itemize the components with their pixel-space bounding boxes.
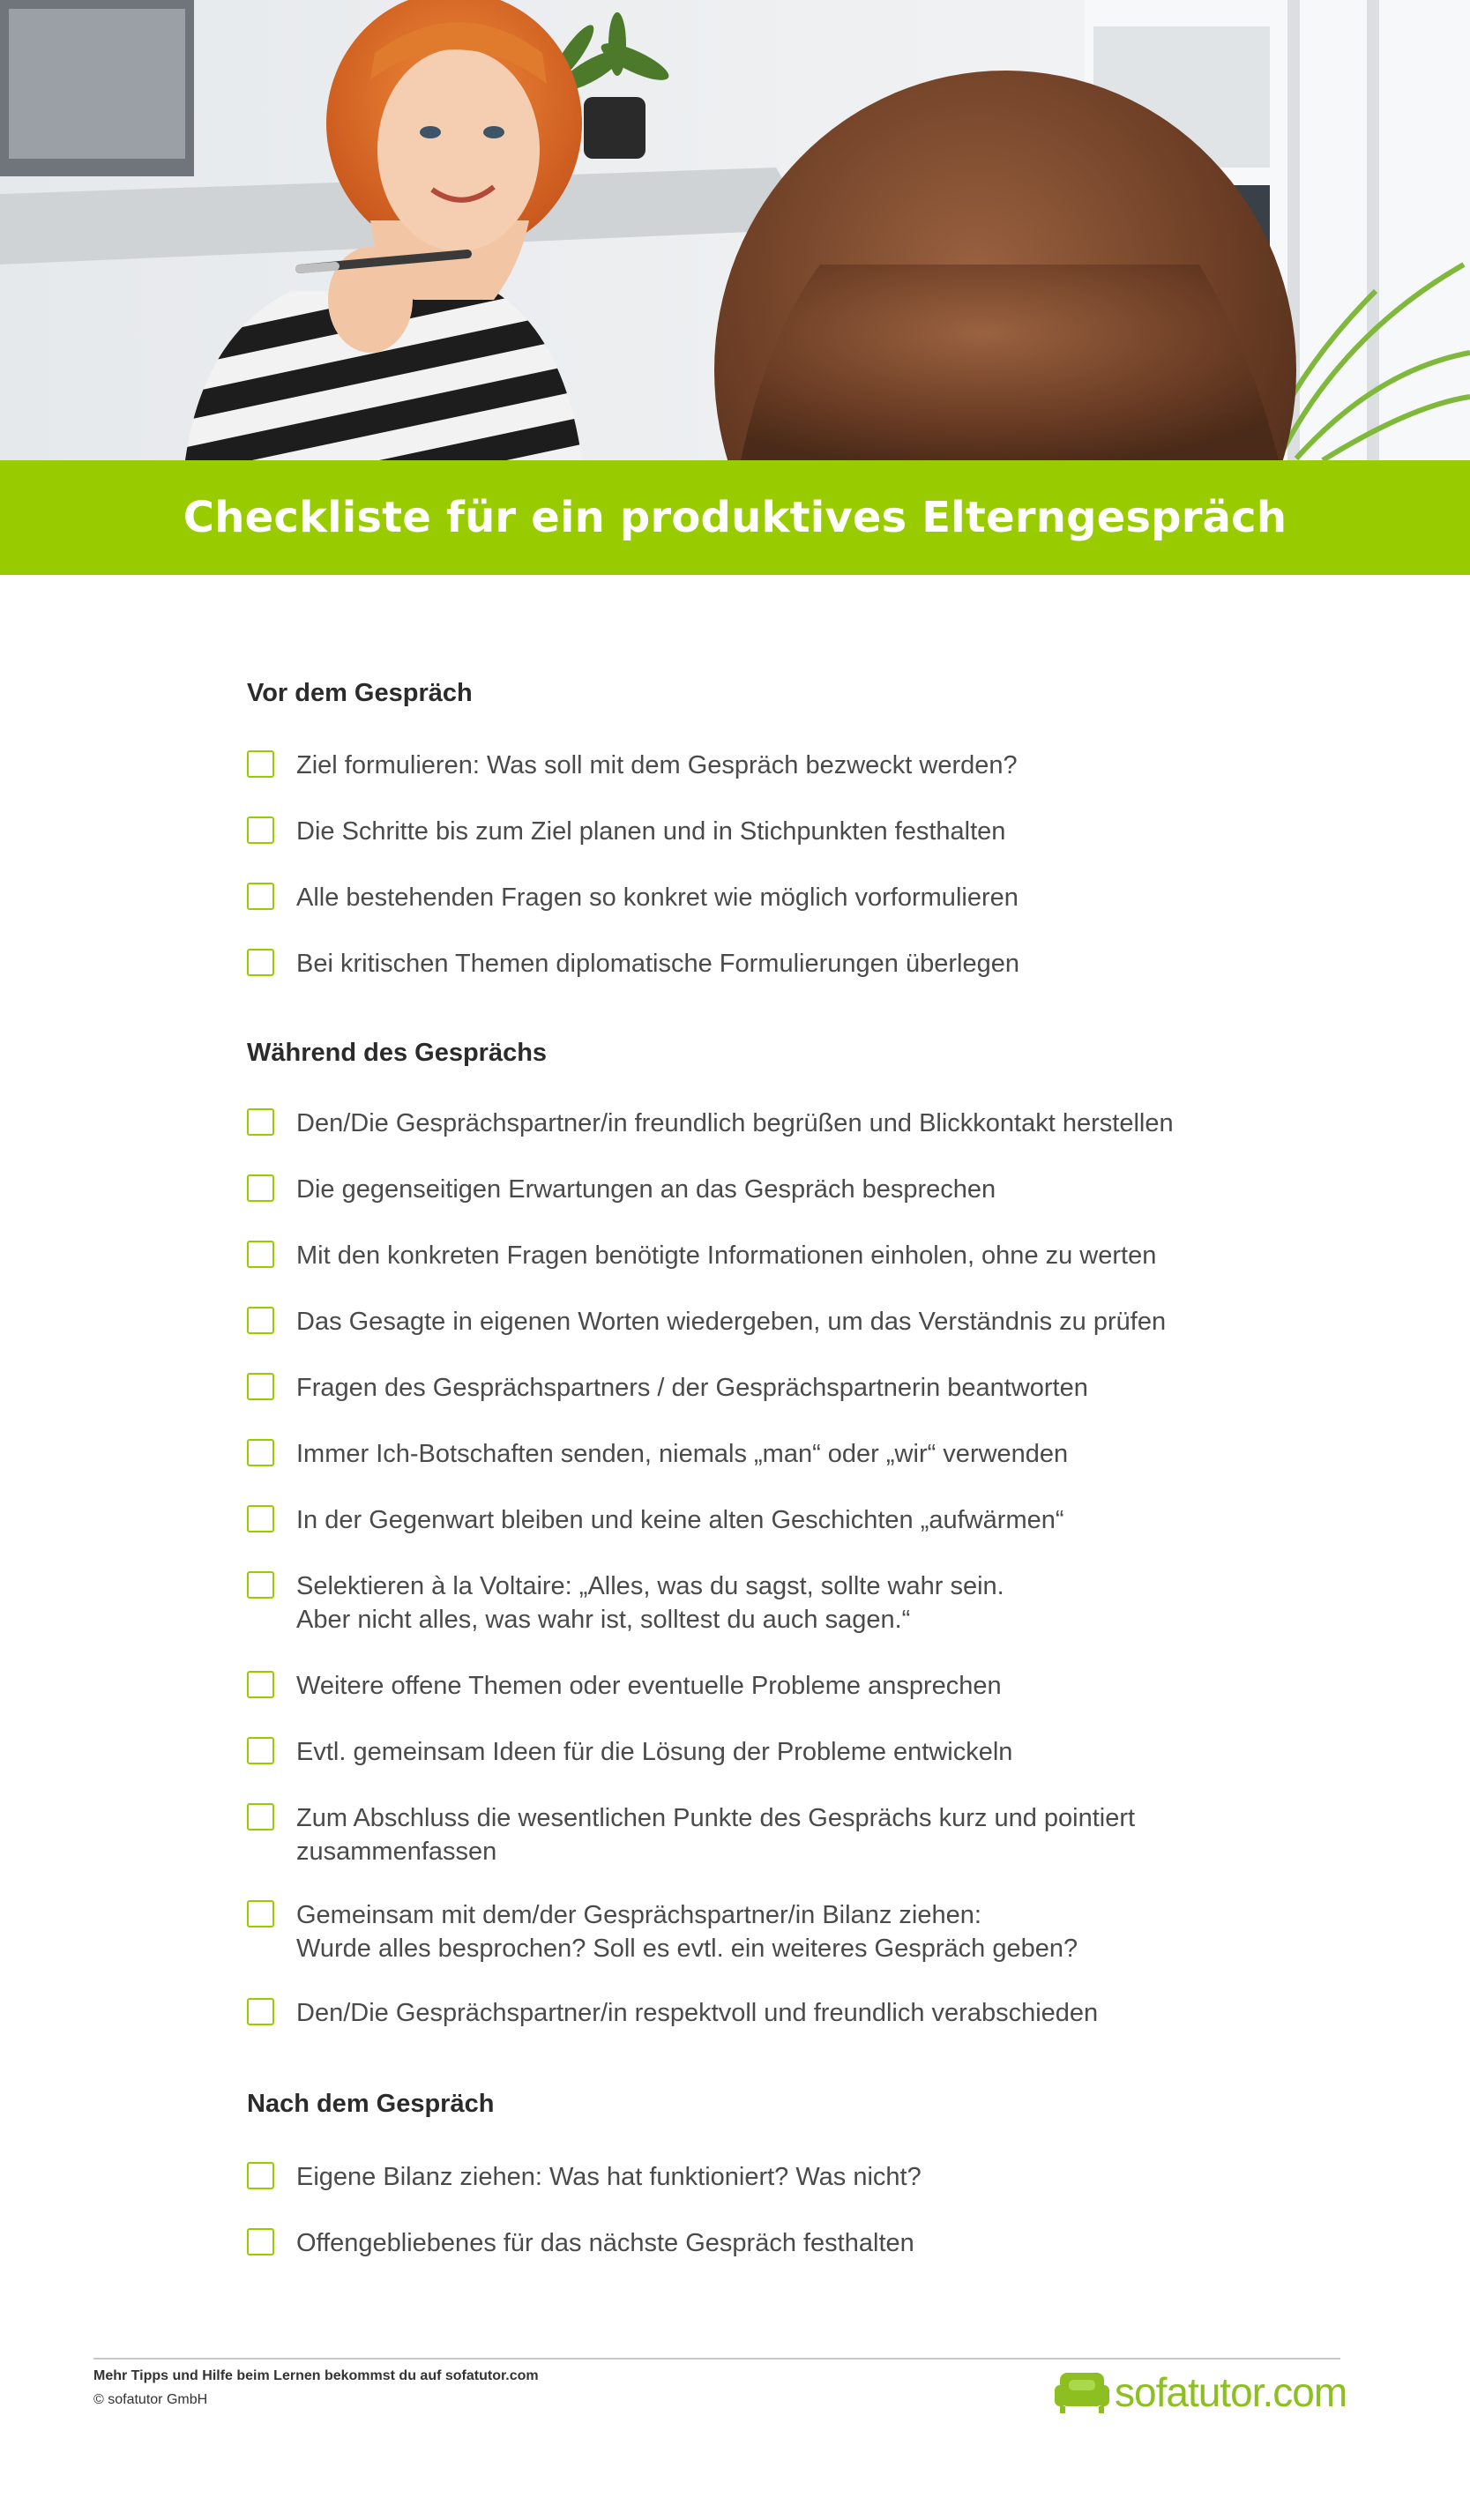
sofa-icon: [1055, 2371, 1109, 2419]
checkbox[interactable]: [247, 1505, 274, 1532]
section-title-nach: Nach dem Gespräch: [247, 2090, 495, 2118]
hero-photo: [0, 0, 1470, 460]
checkbox[interactable]: [247, 1241, 274, 1268]
checklist-item-text: Evtl. gemeinsam Ideen für die Lösung der Probleme entwickeln: [296, 1738, 1013, 1766]
checklist-item-text: Immer Ich-Botschaften senden, niemals „man“ oder „wir“ verwenden: [296, 1440, 1069, 1468]
checklist-item-text: Fragen des Gesprächspartners / der Gesprächspartnerin beantworten: [296, 1374, 1088, 1402]
checkbox[interactable]: [247, 2162, 274, 2189]
checklist-item-text: Weitere offene Themen oder eventuelle Probleme ansprechen: [296, 1672, 1002, 1700]
checklist-item-text: Ziel formulieren: Was soll mit dem Gespräch bezweckt werden?: [296, 751, 1018, 779]
checklist-item-text: Zum Abschluss die wesentlichen Punkte des Gesprächs kurz und pointiert zusammenfassen: [296, 1804, 1136, 1866]
logo-text: sofatutor.com: [1115, 2369, 1347, 2415]
hero-photo-illustration: [0, 0, 1470, 460]
checkbox[interactable]: [247, 1174, 274, 1202]
checklist-item-text: Den/Die Gesprächspartner/in freundlich begrüßen und Blickkontakt herstellen: [296, 1109, 1174, 1137]
checklist-item-text: Das Gesagte in eigenen Worten wiedergeben, um das Verständnis zu prüfen: [296, 1308, 1167, 1336]
checkbox[interactable]: [247, 1737, 274, 1764]
section-title-vor: Vor dem Gespräch: [247, 679, 473, 707]
checklist-item-text: Alle bestehenden Fragen so konkret wie möglich vorformulieren: [296, 883, 1019, 912]
checkbox[interactable]: [247, 816, 274, 844]
checkbox[interactable]: [247, 1998, 274, 2025]
sofatutor-logo[interactable]: [1055, 2366, 1347, 2419]
checklist-item-text: Den/Die Gesprächspartner/in respektvoll und freundlich verabschieden: [296, 1999, 1099, 2027]
checkbox[interactable]: [247, 1900, 274, 1927]
title-banner: [0, 460, 1470, 575]
checklist-item-text: In der Gegenwart bleiben und keine alten Geschichten „aufwärmen“: [296, 1506, 1064, 1534]
checklist-item-text: Die gegenseitigen Erwartungen an das Gespräch besprechen: [296, 1175, 996, 1204]
checklist-item-text: Offengebliebenes für das nächste Gespräch festhalten: [296, 2229, 914, 2257]
section-title-waehrend: Während des Gesprächs: [247, 1039, 548, 1067]
checkbox[interactable]: [247, 1373, 274, 1400]
checkbox[interactable]: [247, 1571, 274, 1599]
page-title: Checkliste für ein produktives Elterngespräch: [183, 493, 1287, 542]
footer-tip: Mehr Tipps und Hilfe beim Lernen bekommst du auf sofatutor.com: [93, 2368, 539, 2383]
checklist-item-text: Bei kritischen Themen diplomatische Formulierungen überlegen: [296, 950, 1019, 978]
footer-copyright: © sofatutor GmbH: [93, 2392, 208, 2407]
checkbox[interactable]: [247, 2228, 274, 2255]
checklist-item-text: Eigene Bilanz ziehen: Was hat funktioniert? Was nicht?: [296, 2163, 922, 2191]
checkbox[interactable]: [247, 1307, 274, 1334]
checkbox[interactable]: [247, 883, 274, 910]
checkbox[interactable]: [247, 1108, 274, 1136]
checklist-item-text: Mit den konkreten Fragen benötigte Informationen einholen, ohne zu werten: [296, 1241, 1157, 1270]
checklist-item-text: Gemeinsam mit dem/der Gesprächspartner/in Bilanz ziehen: Wurde alles besprochen? Soll es evtl. ein weiteres Gespräch geben?: [296, 1901, 1078, 1963]
checkbox[interactable]: [247, 949, 274, 976]
checkbox[interactable]: [247, 750, 274, 778]
checkbox[interactable]: [247, 1671, 274, 1698]
checklist-item-text: Die Schritte bis zum Ziel planen und in Stichpunkten festhalten: [296, 817, 1006, 846]
checkbox[interactable]: [247, 1439, 274, 1466]
checklist-item-text: Selektieren à la Voltaire: „Alles, was du sagst, sollte wahr sein. Aber nicht alles, was wahr ist, solltest du auch sagen.“: [296, 1572, 1004, 1634]
footer-divider: [93, 2358, 1340, 2360]
checkbox[interactable]: [247, 1803, 274, 1830]
